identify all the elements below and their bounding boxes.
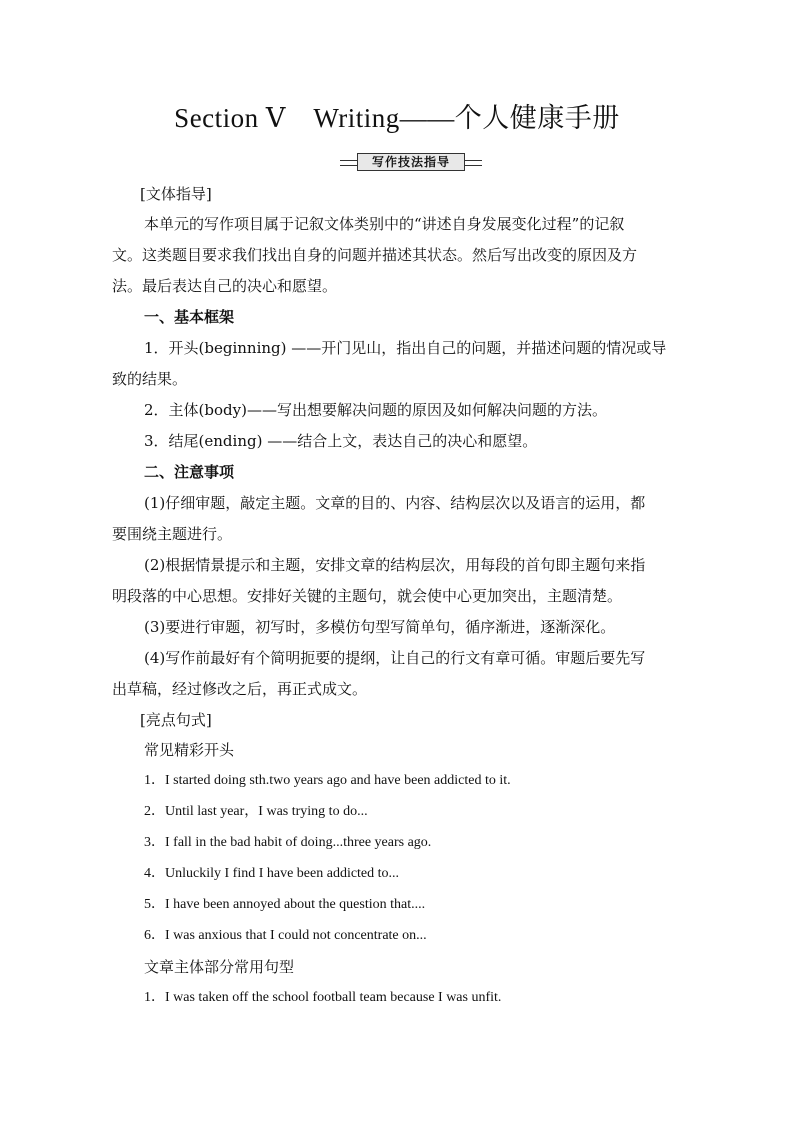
paragraph-line: (1)仔细审题，敲定主题。文章的目的、内容、结构层次以及语言的运用，都 [144, 494, 646, 512]
page-title: Section Ⅴ Writing——个人健康手册 [174, 103, 620, 133]
banner-right-bar [465, 160, 482, 166]
paragraph-line: 法。最后表达自己的决心和愿望。 [112, 277, 338, 295]
sentence-item: 6．I was anxious that I could not concentrate on... [144, 928, 427, 943]
sentence-item: 2．Until last year，I was trying to do... [144, 804, 368, 819]
paragraph-line: 出草稿，经过修改之后，再正式成文。 [112, 680, 368, 698]
sentence-item: 4．Unluckily I find I have been addicted to... [144, 866, 400, 881]
sentence-item: 5．I have been annoyed about the question that.... [144, 897, 426, 912]
sentence-item: 1．I started doing sth.two years ago and have been addicted to it. [144, 773, 511, 788]
paragraph-line: 3．结尾(ending) ——结合上文，表达自己的决心和愿望。 [144, 432, 538, 450]
banner-label: 写作技法指导 [357, 153, 465, 171]
paragraph-line: 明段落的中心思想。安排好关键的主题句，就会使中心更加突出，主题清楚。 [112, 587, 623, 605]
paragraph-line: (3)要进行审题，初写时，多模仿句型写简单句，循序渐进，逐渐深化。 [144, 618, 616, 636]
subheading-body-patterns: 文章主体部分常用句型 [144, 958, 295, 976]
banner-left-bar [340, 160, 357, 166]
paragraph-line: 文。这类题目要求我们找出自身的问题并描述其状态。然后写出改变的原因及方 [112, 246, 638, 264]
paragraph-line: (4)写作前最好有个简明扼要的提纲，让自己的行文有章可循。审题后要先写 [144, 649, 646, 667]
heading-highlight-patterns: [亮点句式] [140, 711, 212, 729]
paragraph-line: 2．主体(body)——写出想要解决问题的原因及如何解决问题的方法。 [144, 401, 607, 419]
paragraph-line: (2)根据情景提示和主题，安排文章的结构层次，用每段的首句即主题句来指 [144, 556, 646, 574]
heading-basic-framework: 一、基本框架 [144, 308, 235, 326]
subheading-openings: 常见精彩开头 [144, 741, 235, 759]
paragraph-line: 致的结果。 [112, 370, 188, 388]
heading-notes: 二、注意事项 [144, 463, 235, 481]
section-banner [340, 151, 482, 173]
paragraph-line: 1．开头(beginning) ——开门见山，指出自己的问题，并描述问题的情况或导 [144, 339, 667, 357]
paragraph-line: 要围绕主题进行。 [112, 525, 233, 543]
sentence-item: 1．I was taken off the school football team because I was unfit. [144, 990, 502, 1005]
sentence-item: 3．I fall in the bad habit of doing...three years ago. [144, 835, 432, 850]
paragraph-line: 本单元的写作项目属于记叙文体类别中的“讲述自身发展变化过程”的记叙 [144, 215, 625, 233]
heading-style-guide: [文体指导] [140, 185, 212, 203]
